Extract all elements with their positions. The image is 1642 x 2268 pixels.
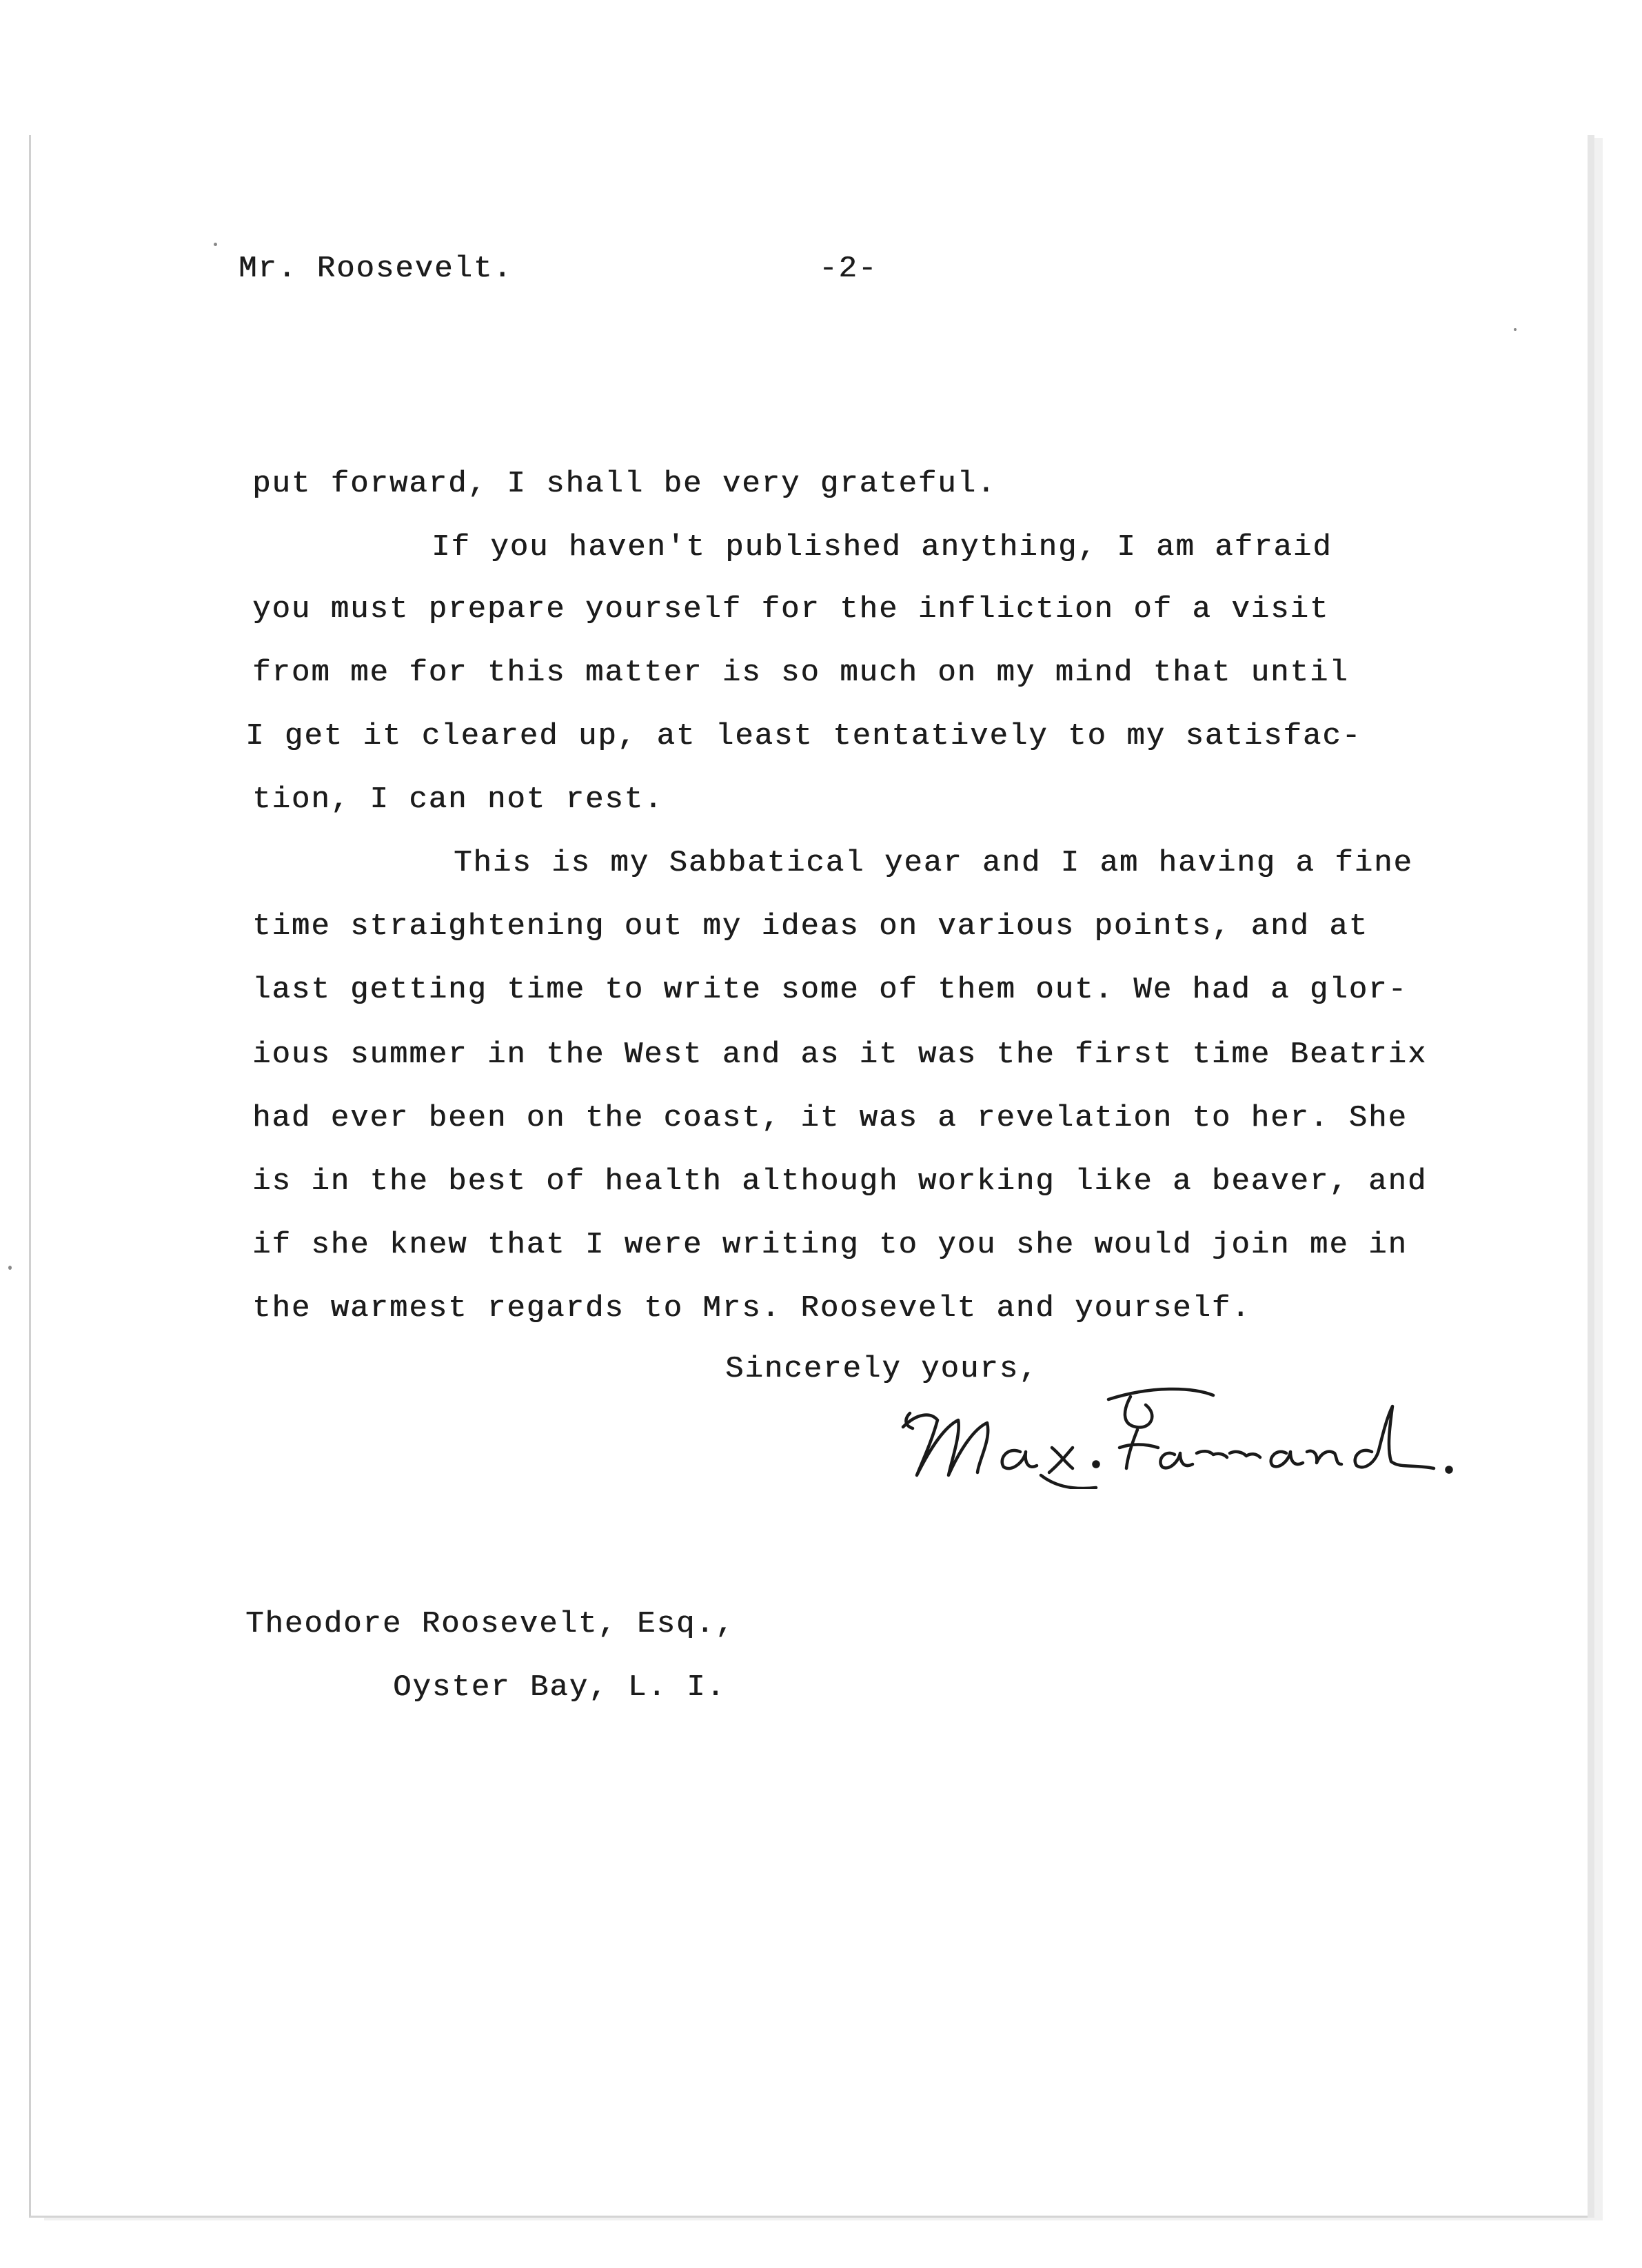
body-line: is in the best of health although working like a beaver, and [252,1164,1428,1199]
body-line: ious summer in the West and as it was the first time Beatrix [252,1037,1428,1072]
closing-salutation: Sincerely yours, [725,1352,1039,1386]
page-number: -2- [819,252,878,286]
body-line: the warmest regards to Mrs. Roosevelt and yourself. [252,1291,1251,1326]
paper-speck [214,243,217,246]
body-line: This is my Sabbatical year and I am having a fine [454,846,1413,880]
paper-speck [8,1266,12,1270]
body-line: If you haven't published anything, I am afraid [432,530,1332,565]
body-line: had ever been on the coast, it was a revelation to her. She [252,1101,1408,1135]
recipient-header: Mr. Roosevelt. [239,252,513,286]
body-line: last getting time to write some of them out. We had a glor- [252,973,1408,1007]
body-line: you must prepare yourself for the infliction of a visit [252,592,1330,627]
body-line: time straightening out my ideas on various points, and at [252,909,1369,944]
body-line: if she knew that I were writing to you she would join me in [252,1228,1408,1262]
paper-speck [1514,328,1517,331]
address-line-place: Oyster Bay, L. I. [393,1670,726,1705]
body-line: from me for this matter is so much on my mind that until [252,656,1349,690]
body-line: I get it cleared up, at least tentatively to my satisfac- [245,719,1362,753]
body-line: put forward, I shall be very grateful. [252,467,997,501]
address-line-name: Theodore Roosevelt, Esq., [245,1607,736,1641]
handwritten-signature-icon [889,1372,1455,1489]
body-line: tion, I can not rest. [252,782,664,817]
